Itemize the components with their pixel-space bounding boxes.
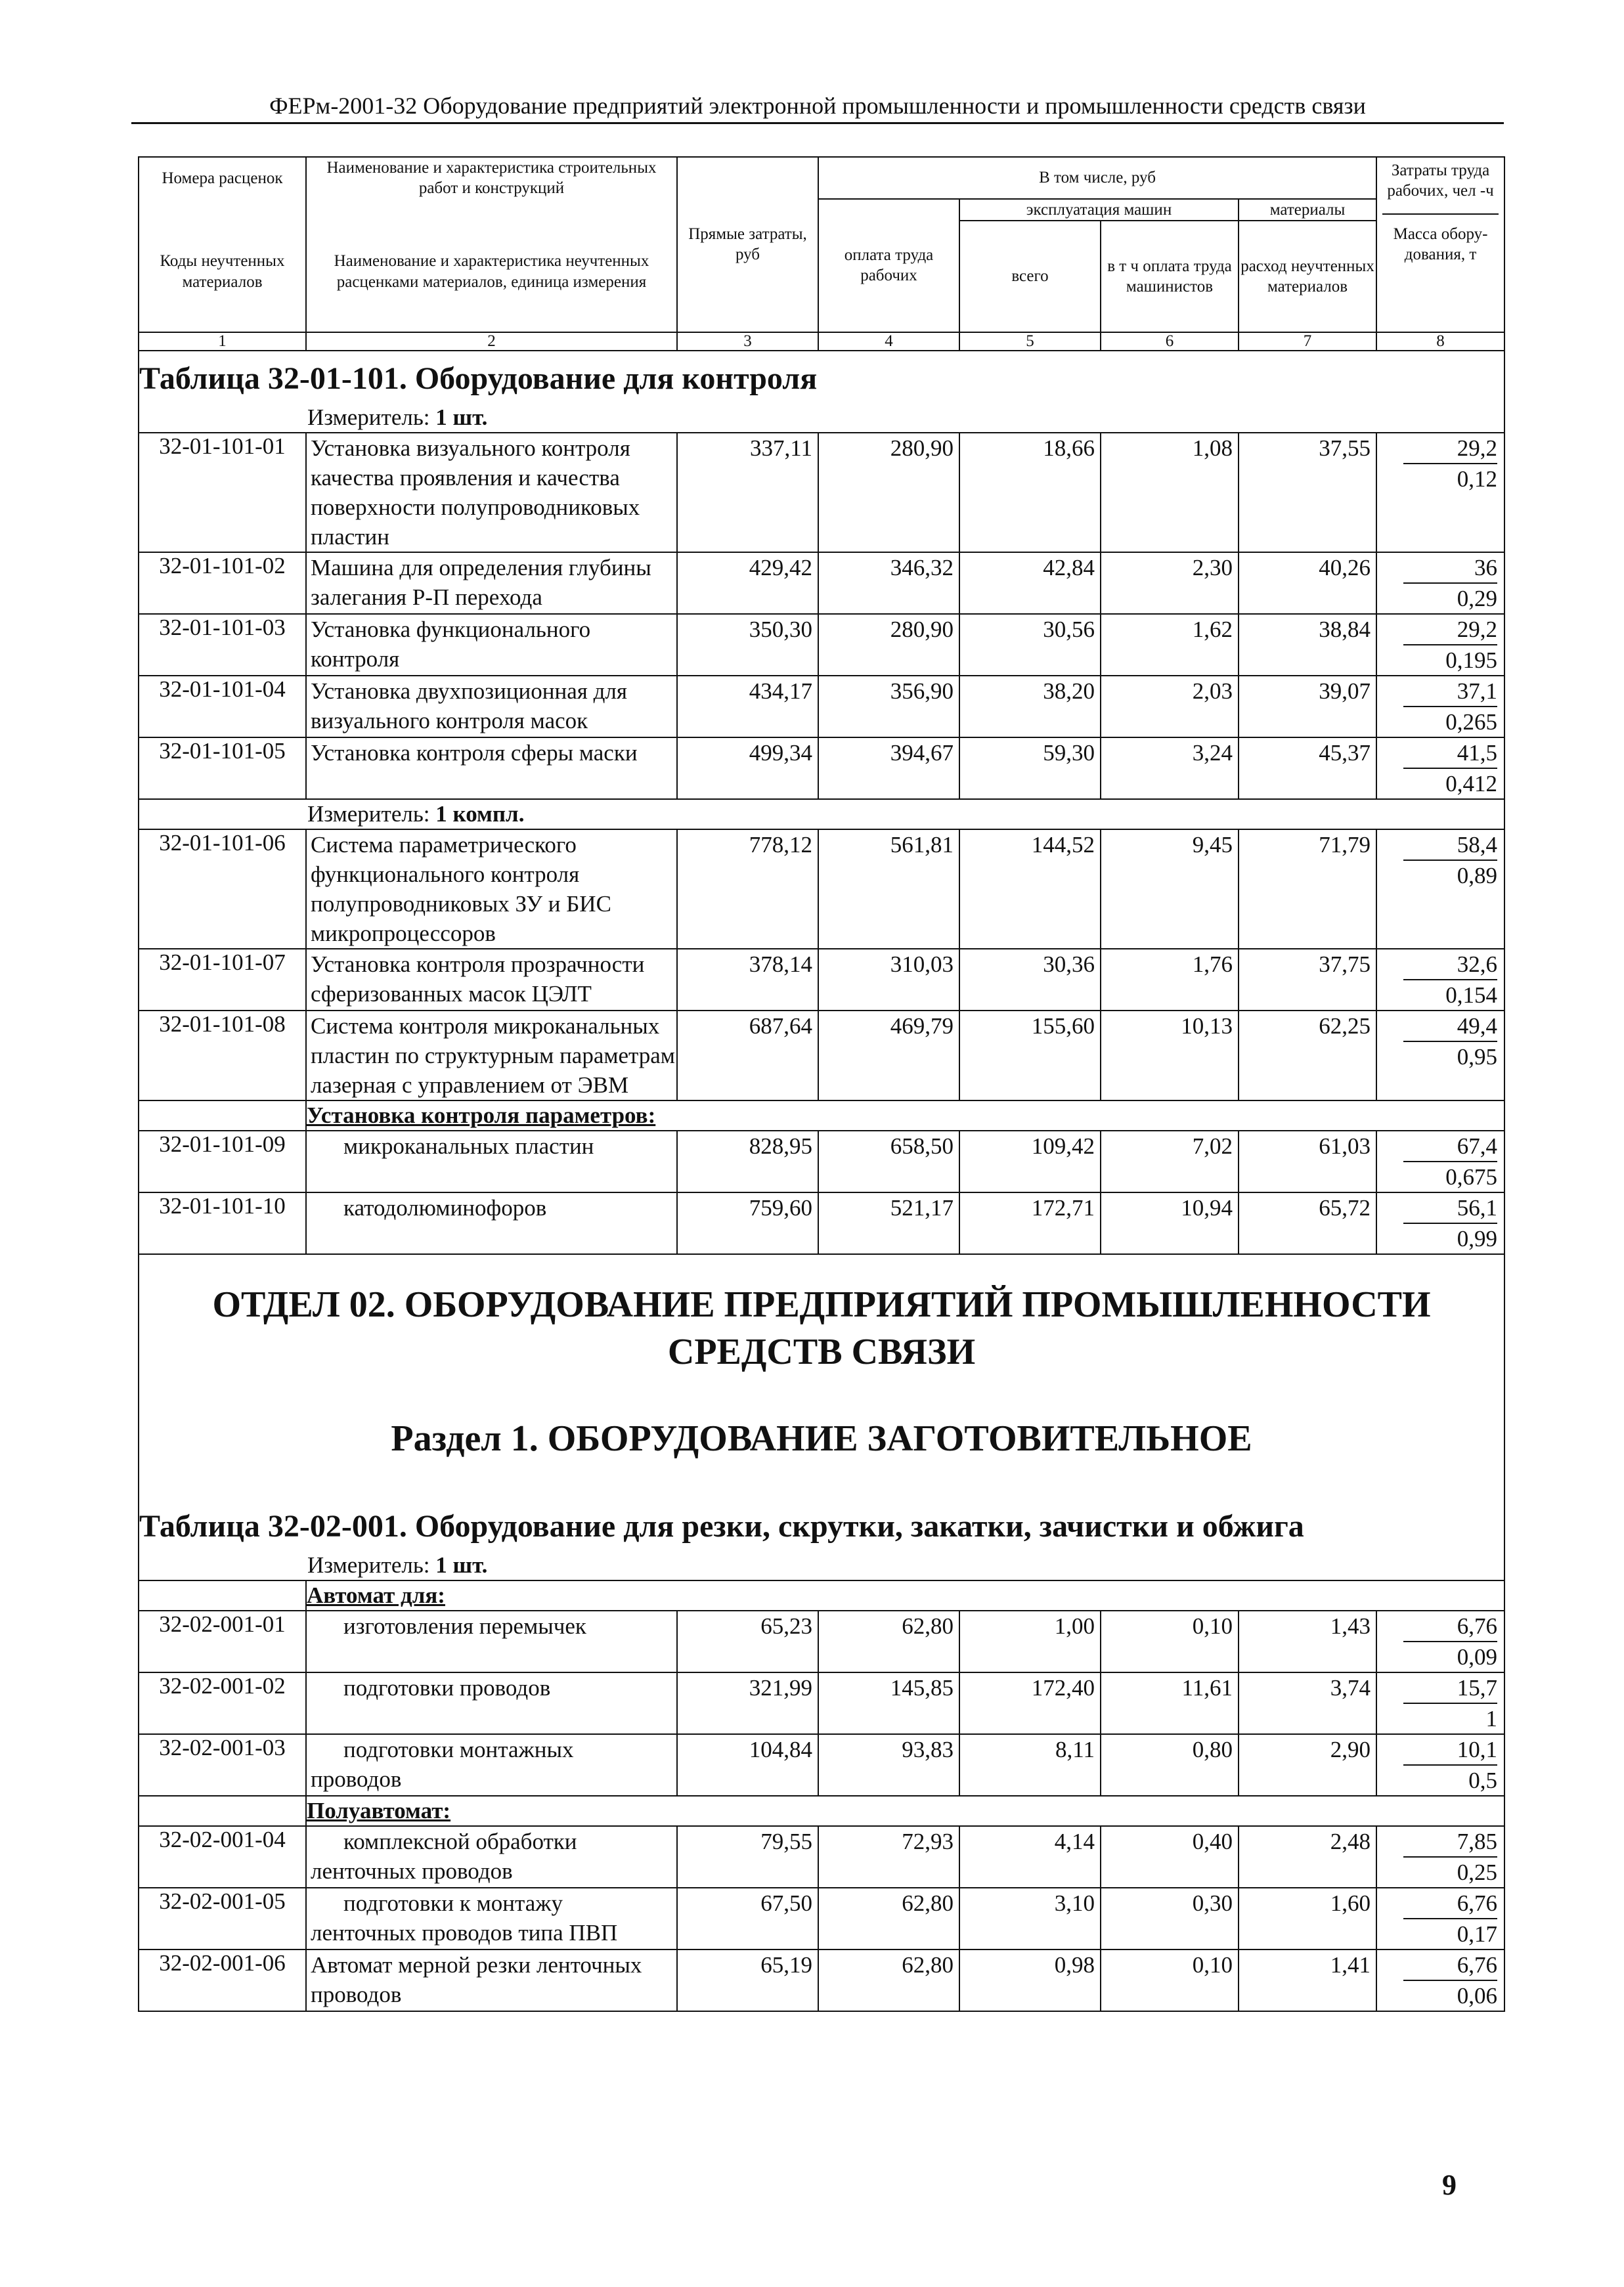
labor-and-mass <box>1376 676 1504 737</box>
materials-cost: 65,72 <box>1239 1192 1376 1254</box>
direct-cost: 499,34 <box>677 737 818 799</box>
labor-hours: 32,6 <box>1403 949 1497 980</box>
rate-code: 32-02-001-01 <box>139 1611 306 1672</box>
materials-cost: 37,75 <box>1239 949 1376 1011</box>
labor-and-mass <box>1376 1826 1504 1888</box>
table1-title-row <box>139 351 1504 403</box>
direct-cost: 337,11 <box>677 433 818 552</box>
colnum-1: 1 <box>139 332 306 351</box>
rate-name-line2: ленточных проводов типа ПВП <box>311 1919 618 1946</box>
labor-and-mass <box>1376 433 1504 552</box>
rate-name-line2: проводов <box>311 1766 402 1792</box>
table1-measure-row <box>139 403 1504 433</box>
sub1-spacer <box>139 1580 306 1611</box>
table-row <box>139 1611 1504 1672</box>
measure2-label: Измеритель: <box>307 800 430 827</box>
rate-code: 32-02-001-04 <box>139 1826 306 1888</box>
header-machines: эксплуатация машин <box>959 199 1239 221</box>
table1-measure <box>139 403 1504 433</box>
labor-pay: 521,17 <box>818 1192 959 1254</box>
rate-name: изготовления перемычек <box>306 1611 677 1672</box>
equipment-mass: 0,25 <box>1457 1859 1498 1885</box>
header-direct: Прямые затраты, руб <box>677 157 818 332</box>
machines-total: 3,10 <box>959 1888 1101 1949</box>
materials-cost: 1,60 <box>1239 1888 1376 1949</box>
equipment-mass: 0,265 <box>1445 708 1498 735</box>
table-row <box>139 1192 1504 1254</box>
direct-cost: 350,30 <box>677 614 818 676</box>
machinist-pay: 0,10 <box>1101 1949 1239 2011</box>
table-row <box>139 1826 1504 1888</box>
header-labor-pay: оплата труда рабочих <box>818 199 959 332</box>
rate-code: 32-01-101-01 <box>139 433 306 552</box>
rates-table <box>138 156 1505 2012</box>
section-title: Раздел 1. ОБОРУДОВАНИЕ ЗАГОТОВИТЕЛЬНОЕ <box>391 1418 1252 1459</box>
labor-pay: 93,83 <box>818 1734 959 1796</box>
subhead-spacer <box>139 1100 306 1131</box>
labor-hours: 49,4 <box>1403 1011 1497 1042</box>
labor-hours: 67,4 <box>1403 1131 1497 1162</box>
rate-name-line1: подготовки монтажных <box>343 1736 574 1762</box>
table-row <box>139 1131 1504 1192</box>
direct-cost: 321,99 <box>677 1672 818 1734</box>
table2-sub2-row <box>139 1796 1504 1826</box>
machinist-pay: 2,30 <box>1101 552 1239 614</box>
table1-group-b <box>139 829 1504 1100</box>
running-head: ФЕРм-2001-32 Оборудование предприятий электронной промышленности и промышленности средств связи <box>131 92 1504 124</box>
table1-title <box>139 351 1504 403</box>
equipment-mass: 1 <box>1485 1705 1498 1732</box>
machinist-pay: 1,62 <box>1101 614 1239 676</box>
machinist-pay: 0,10 <box>1101 1611 1239 1672</box>
header-name-bottom <box>306 199 677 332</box>
rate-name: Система контроля микроканальных пластин по структурным параметрам лазерная с управлением от ЭВМ <box>306 1011 677 1100</box>
rate-name <box>306 1888 677 1949</box>
machinist-pay: 0,30 <box>1101 1888 1239 1949</box>
table2-group-a <box>139 1611 1504 1796</box>
direct-cost: 79,55 <box>677 1826 818 1888</box>
equipment-mass: 0,06 <box>1457 1982 1498 2009</box>
rate-code: 32-01-101-05 <box>139 737 306 799</box>
rate-name: микроканальных пластин <box>306 1131 677 1192</box>
colnum-4: 4 <box>818 332 959 351</box>
labor-and-mass <box>1376 829 1504 949</box>
header-labor-top: Затраты труда рабочих, чел -ч <box>1382 160 1499 215</box>
labor-hours: 36 <box>1403 553 1497 584</box>
machines-total: 172,40 <box>959 1672 1101 1734</box>
machinist-pay: 9,45 <box>1101 829 1239 949</box>
machines-total: 0,98 <box>959 1949 1101 2011</box>
equipment-mass: 0,154 <box>1445 982 1498 1008</box>
rate-name: подготовки проводов <box>306 1672 677 1734</box>
rate-code: 32-01-101-08 <box>139 1011 306 1100</box>
labor-pay: 469,79 <box>818 1011 959 1100</box>
header-codes-bottom <box>139 199 306 332</box>
machinist-pay: 10,13 <box>1101 1011 1239 1100</box>
header-c1-bottom: Коды неучтенных материалов <box>160 252 285 291</box>
materials-cost: 2,90 <box>1239 1734 1376 1796</box>
materials-cost: 1,41 <box>1239 1949 1376 2011</box>
dept-cell <box>139 1254 1504 1489</box>
rate-code: 32-02-001-02 <box>139 1672 306 1734</box>
machinist-pay: 1,76 <box>1101 949 1239 1011</box>
header-c2-top: Наименование и характеристика строительных работ и конструкций <box>326 159 657 198</box>
rate-name-line1: подготовки к монтажу <box>343 1890 563 1916</box>
direct-cost: 65,23 <box>677 1611 818 1672</box>
rate-code: 32-02-001-03 <box>139 1734 306 1796</box>
labor-pay: 72,93 <box>818 1826 959 1888</box>
labor-pay: 356,90 <box>818 676 959 737</box>
header-mass: Масса обору-дования, т <box>1393 225 1488 263</box>
colnum-2: 2 <box>306 332 677 351</box>
machinist-pay: 0,80 <box>1101 1734 1239 1796</box>
dept-title: ОТДЕЛ 02. ОБОРУДОВАНИЕ ПРЕДПРИЯТИЙ ПРОМЫШЛЕННОСТИ СРЕДСТВ СВЯЗИ <box>212 1284 1431 1372</box>
rate-name-line1: комплексной обработки <box>343 1828 577 1854</box>
rate-code: 32-02-001-05 <box>139 1888 306 1949</box>
labor-and-mass <box>1376 1949 1504 2011</box>
equipment-mass: 0,675 <box>1445 1164 1498 1190</box>
direct-cost: 434,17 <box>677 676 818 737</box>
table-row <box>139 1949 1504 2011</box>
header-mat-use: расход неучтенных материалов <box>1239 221 1376 332</box>
materials-cost: 45,37 <box>1239 737 1376 799</box>
machines-total: 172,71 <box>959 1192 1101 1254</box>
header-row-1 <box>139 157 1504 199</box>
table1-measure2-row <box>139 799 1504 829</box>
labor-and-mass <box>1376 1131 1504 1192</box>
header-mach-pay: в т ч оплата труда машинистов <box>1101 221 1239 332</box>
rate-name: Установка контроля сферы маски <box>306 737 677 799</box>
table1-subhead-row <box>139 1100 1504 1131</box>
labor-pay: 145,85 <box>818 1672 959 1734</box>
rate-name: Автомат мерной резки ленточных проводов <box>306 1949 677 2011</box>
header-colnums <box>139 332 1504 351</box>
t2-measure-label: Измеритель: <box>307 1552 430 1578</box>
table-row <box>139 737 1504 799</box>
equipment-mass: 0,29 <box>1457 585 1498 611</box>
materials-cost: 62,25 <box>1239 1011 1376 1100</box>
rate-name: Установка контроля прозрачности сферизованных масок ЦЭЛТ <box>306 949 677 1011</box>
table-row <box>139 829 1504 949</box>
measure2-value: 1 компл. <box>435 800 525 827</box>
machines-total: 8,11 <box>959 1734 1101 1796</box>
direct-cost: 828,95 <box>677 1131 818 1192</box>
table2-title-row <box>139 1489 1504 1551</box>
machines-total: 1,00 <box>959 1611 1101 1672</box>
materials-cost: 2,48 <box>1239 1826 1376 1888</box>
table1-name: Оборудование для контроля <box>414 360 818 396</box>
labor-pay: 280,90 <box>818 433 959 552</box>
labor-and-mass <box>1376 552 1504 614</box>
labor-pay: 310,03 <box>818 949 959 1011</box>
machines-total: 144,52 <box>959 829 1101 949</box>
rate-code: 32-01-101-02 <box>139 552 306 614</box>
labor-hours: 15,7 <box>1403 1673 1497 1704</box>
table-row <box>139 614 1504 676</box>
table2-name: Оборудование для резки, скрутки, закатки, зачистки и обжига <box>414 1508 1304 1544</box>
rate-name: катодолюминофоров <box>306 1192 677 1254</box>
rate-code: 32-01-101-07 <box>139 949 306 1011</box>
colnum-5: 5 <box>959 332 1101 351</box>
materials-cost: 1,43 <box>1239 1611 1376 1672</box>
table1-group-c <box>139 1131 1504 1254</box>
materials-cost: 61,03 <box>1239 1131 1376 1192</box>
machines-total: 4,14 <box>959 1826 1101 1888</box>
materials-cost: 3,74 <box>1239 1672 1376 1734</box>
machinist-pay: 3,24 <box>1101 737 1239 799</box>
machinist-pay: 1,08 <box>1101 433 1239 552</box>
header-c2-bottom: Наименование и характеристика неучтенных расценками материалов, единица измерения <box>334 252 649 291</box>
colnum-8: 8 <box>1376 332 1504 351</box>
colnum-6: 6 <box>1101 332 1239 351</box>
machines-total: 30,36 <box>959 949 1101 1011</box>
equipment-mass: 0,95 <box>1457 1043 1498 1070</box>
rate-code: 32-01-101-04 <box>139 676 306 737</box>
machines-total: 155,60 <box>959 1011 1101 1100</box>
labor-hours: 37,1 <box>1403 676 1497 707</box>
labor-pay: 62,80 <box>818 1888 959 1949</box>
table-row <box>139 949 1504 1011</box>
rate-name <box>306 1826 677 1888</box>
equipment-mass: 0,12 <box>1457 466 1498 492</box>
header-name-top <box>306 157 677 199</box>
rate-name: Установка визуального контроля качества проявления и качества поверхности полупроводниковых пластин <box>306 433 677 552</box>
sub2-spacer <box>139 1796 306 1826</box>
table-row <box>139 433 1504 552</box>
machines-total: 30,56 <box>959 614 1101 676</box>
equipment-mass: 0,89 <box>1457 862 1498 888</box>
materials-cost: 37,55 <box>1239 433 1376 552</box>
labor-hours: 10,1 <box>1403 1735 1497 1766</box>
direct-cost: 759,60 <box>677 1192 818 1254</box>
labor-and-mass <box>1376 1672 1504 1734</box>
machinist-pay: 2,03 <box>1101 676 1239 737</box>
rate-code: 32-02-001-06 <box>139 1949 306 2011</box>
equipment-mass: 0,412 <box>1445 770 1498 796</box>
header-group: В том числе, руб <box>818 157 1376 199</box>
machines-total: 59,30 <box>959 737 1101 799</box>
table2-group-b <box>139 1826 1504 2011</box>
rate-name-line2: ленточных проводов <box>311 1858 513 1884</box>
table-row <box>139 1011 1504 1100</box>
direct-cost: 778,12 <box>677 829 818 949</box>
labor-and-mass <box>1376 1611 1504 1672</box>
machines-total: 109,42 <box>959 1131 1101 1192</box>
machines-total: 38,20 <box>959 676 1101 737</box>
table-row <box>139 676 1504 737</box>
rate-name: Машина для определения глубины залегания Р-П перехода <box>306 552 677 614</box>
rate-code: 32-01-101-09 <box>139 1131 306 1192</box>
table1-prefix: Таблица 32-01-101. <box>139 360 407 396</box>
machinist-pay: 7,02 <box>1101 1131 1239 1192</box>
table-row <box>139 1672 1504 1734</box>
equipment-mass: 0,195 <box>1445 647 1498 673</box>
rate-name <box>306 1734 677 1796</box>
table2-sub1-row <box>139 1580 1504 1611</box>
t2-measure-value: 1 шт. <box>435 1552 488 1578</box>
labor-hours: 6,76 <box>1403 1888 1497 1919</box>
labor-pay: 561,81 <box>818 829 959 949</box>
materials-cost: 38,84 <box>1239 614 1376 676</box>
labor-hours: 58,4 <box>1403 830 1497 861</box>
labor-hours: 6,76 <box>1403 1950 1497 1981</box>
labor-and-mass <box>1376 949 1504 1011</box>
labor-pay: 394,67 <box>818 737 959 799</box>
header-materials: материалы <box>1239 199 1376 221</box>
direct-cost: 65,19 <box>677 1949 818 2011</box>
rate-name: Установка функционального контроля <box>306 614 677 676</box>
table1-measure2 <box>139 799 1504 829</box>
rate-name: Установка двухпозиционная для визуального контроля масок <box>306 676 677 737</box>
equipment-mass: 0,99 <box>1457 1225 1498 1252</box>
machines-total: 42,84 <box>959 552 1101 614</box>
table-row <box>139 1888 1504 1949</box>
rate-code: 32-01-101-06 <box>139 829 306 949</box>
measure-label: Измеритель: <box>307 404 430 430</box>
rate-name: Система параметрического функционального контроля полупроводниковых ЗУ и БИС микропроцессоров <box>306 829 677 949</box>
labor-hours: 56,1 <box>1403 1193 1497 1224</box>
header-mach-total: всего <box>959 221 1101 332</box>
rate-code: 32-01-101-03 <box>139 614 306 676</box>
labor-pay: 658,50 <box>818 1131 959 1192</box>
labor-hours: 7,85 <box>1403 1827 1497 1858</box>
direct-cost: 378,14 <box>677 949 818 1011</box>
labor-hours: 41,5 <box>1403 738 1497 769</box>
colnum-3: 3 <box>677 332 818 351</box>
direct-cost: 429,42 <box>677 552 818 614</box>
labor-pay: 62,80 <box>818 1949 959 2011</box>
machinist-pay: 0,40 <box>1101 1826 1239 1888</box>
labor-hours: 6,76 <box>1403 1611 1497 1642</box>
table-row <box>139 1734 1504 1796</box>
table1-group-a <box>139 433 1504 799</box>
labor-and-mass <box>1376 1011 1504 1100</box>
labor-and-mass <box>1376 614 1504 676</box>
table2-prefix: Таблица 32-02-001. <box>139 1508 407 1544</box>
equipment-mass: 0,17 <box>1457 1921 1498 1947</box>
labor-hours: 29,2 <box>1403 615 1497 645</box>
labor-hours: 29,2 <box>1403 433 1497 464</box>
header-labor <box>1376 157 1504 332</box>
header-codes-top <box>139 157 306 199</box>
table2-sub2: Полуавтомат: <box>306 1796 1504 1826</box>
machinist-pay: 11,61 <box>1101 1672 1239 1734</box>
labor-pay: 346,32 <box>818 552 959 614</box>
page-number: 9 <box>1442 2169 1457 2201</box>
machinist-pay: 10,94 <box>1101 1192 1239 1254</box>
measure-value: 1 шт. <box>435 404 488 430</box>
direct-cost: 687,64 <box>677 1011 818 1100</box>
table1-subhead: Установка контроля параметров: <box>306 1100 1504 1131</box>
direct-cost: 104,84 <box>677 1734 818 1796</box>
labor-pay: 280,90 <box>818 614 959 676</box>
colnum-7: 7 <box>1239 332 1376 351</box>
labor-and-mass <box>1376 1734 1504 1796</box>
materials-cost: 40,26 <box>1239 552 1376 614</box>
equipment-mass: 0,5 <box>1468 1767 1498 1793</box>
materials-cost: 39,07 <box>1239 676 1376 737</box>
rate-code: 32-01-101-10 <box>139 1192 306 1254</box>
table2-measure-row <box>139 1551 1504 1580</box>
table-row <box>139 552 1504 614</box>
labor-and-mass <box>1376 737 1504 799</box>
machines-total: 18,66 <box>959 433 1101 552</box>
equipment-mass: 0,09 <box>1457 1644 1498 1670</box>
labor-and-mass <box>1376 1192 1504 1254</box>
header-c1-top: Номера расценок <box>162 169 283 187</box>
table2-sub1: Автомат для: <box>306 1580 1504 1611</box>
labor-pay: 62,80 <box>818 1611 959 1672</box>
dept-row <box>139 1254 1504 1489</box>
direct-cost: 67,50 <box>677 1888 818 1949</box>
materials-cost: 71,79 <box>1239 829 1376 949</box>
labor-and-mass <box>1376 1888 1504 1949</box>
table2-measure <box>139 1551 1504 1580</box>
table2-title <box>139 1489 1504 1551</box>
header-row-2 <box>139 199 1504 221</box>
